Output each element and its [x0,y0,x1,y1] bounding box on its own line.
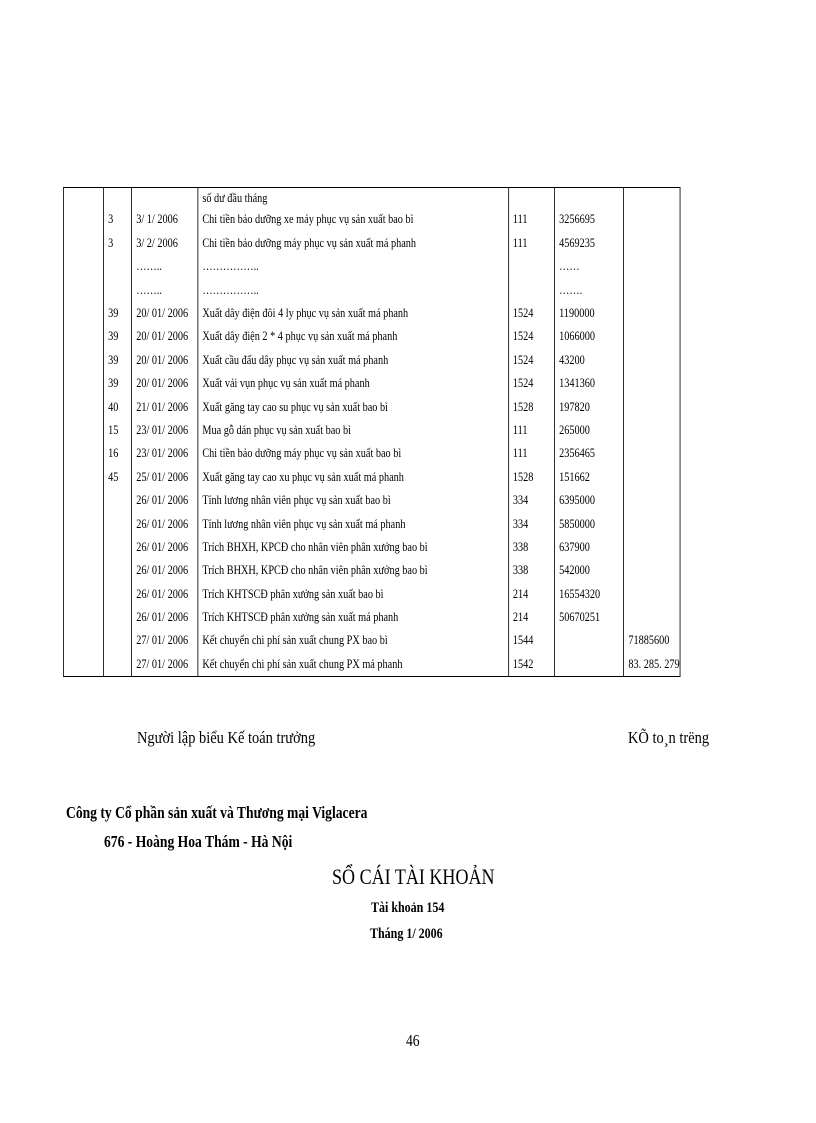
cell-description: số dư đầu tháng [198,188,508,209]
cell-date: …….. [132,278,198,301]
cell-account: 334 [508,489,554,512]
cell-description: Xuất dây điện 2 * 4 phục vụ sản xuất má phanh [198,325,508,348]
cell-voucher-no: 40 [104,395,132,418]
ledger-table [63,187,680,677]
cell-voucher-no [104,582,132,605]
cell-blank [63,372,103,395]
signature-preparer-chief-accountant: Người lập biểu Kế toán trưởng [137,728,316,747]
cell-credit [624,442,680,465]
cell-debit: 43200 [555,348,624,371]
cell-voucher-no [104,489,132,512]
cell-blank [63,629,103,652]
cell-voucher-no: 15 [104,419,132,442]
cell-blank [63,302,103,325]
cell-account: 1542 [508,652,554,676]
cell-voucher-no [104,512,132,535]
cell-credit [624,419,680,442]
cell-debit: 2356465 [555,442,624,465]
cell-date: 27/ 01/ 2006 [132,652,198,676]
cell-account: 334 [508,512,554,535]
cell-debit: 637900 [555,535,624,558]
cell-credit: 83. 285. 279 [624,652,680,676]
table-row [63,535,680,558]
cell-description: Xuất găng tay cao su phục vụ sản xuất bao bì [198,395,508,418]
cell-blank [63,489,103,512]
cell-blank [63,442,103,465]
cell-voucher-no: 39 [104,372,132,395]
cell-debit: 151662 [555,465,624,488]
page-number: 46 [406,1031,420,1050]
cell-voucher-no: 3 [104,208,132,231]
cell-blank [63,325,103,348]
cell-description: Xuất găng tay cao xu phục vụ sản xuất má phanh [198,465,508,488]
cell-debit: 265000 [555,419,624,442]
cell-credit [624,372,680,395]
cell-description: Xuất dây điện đôi 4 ly phục vụ sản xuất má phanh [198,302,508,325]
cell-blank [63,559,103,582]
cell-account: 111 [508,419,554,442]
cell-date: 26/ 01/ 2006 [132,582,198,605]
cell-debit: 1066000 [555,325,624,348]
cell-blank [63,465,103,488]
month-label: Tháng 1/ 2006 [370,926,443,942]
cell-voucher-no: 39 [104,302,132,325]
cell-description: Trích BHXH, KPCĐ cho nhân viên phân xưởng bao bì [198,559,508,582]
cell-voucher-no [104,652,132,676]
cell-voucher-no: 3 [104,231,132,254]
cell-debit: 16554320 [555,582,624,605]
cell-debit [555,652,624,676]
cell-date: 20/ 01/ 2006 [132,372,198,395]
cell-account [508,278,554,301]
cell-debit: 6395000 [555,489,624,512]
cell-description: Kết chuyển chi phí sản xuất chung PX má phanh [198,652,508,676]
cell-voucher-no: 45 [104,465,132,488]
cell-date: 20/ 01/ 2006 [132,302,198,325]
cell-date: …….. [132,255,198,278]
cell-blank [63,348,103,371]
cell-date: 26/ 01/ 2006 [132,559,198,582]
cell-debit: 4569235 [555,231,624,254]
cell-blank [63,512,103,535]
cell-voucher-no [104,559,132,582]
cell-description: Chi tiền bảo dưỡng máy phục vụ sản xuất bao bì [198,442,508,465]
cell-description: Mua gỗ dán phục vụ sản xuất bao bì [198,419,508,442]
cell-voucher-no: 39 [104,325,132,348]
cell-blank [63,188,103,209]
table-row [63,372,680,395]
cell-account: 214 [508,582,554,605]
table-row [63,188,680,209]
cell-account: 111 [508,231,554,254]
cell-date [132,188,198,209]
cell-account: 111 [508,442,554,465]
cell-blank [63,231,103,254]
cell-credit [624,606,680,629]
company-name: Công ty Cổ phần sản xuất và Thương mại Viglacera [66,803,368,822]
signature-chief-accountant: KÕ to¸n trëng [628,728,710,747]
company-address: 676 - Hoàng Hoa Thám - Hà Nội [104,832,293,851]
cell-credit [624,395,680,418]
table-row [63,559,680,582]
cell-description: Tính lương nhân viên phục vụ sản xuất má phanh [198,512,508,535]
cell-blank [63,652,103,676]
cell-credit [624,188,680,209]
cell-voucher-no [104,188,132,209]
cell-blank [63,535,103,558]
table-row [63,582,680,605]
cell-credit [624,535,680,558]
cell-debit: 50670251 [555,606,624,629]
cell-account: 338 [508,535,554,558]
cell-date: 26/ 01/ 2006 [132,489,198,512]
cell-credit [624,278,680,301]
document-title: SỔ CÁI TÀI KHOẢN [332,864,495,889]
cell-debit: 3256695 [555,208,624,231]
cell-credit [624,325,680,348]
cell-account: 1524 [508,372,554,395]
cell-date: 21/ 01/ 2006 [132,395,198,418]
cell-account: 1528 [508,395,554,418]
cell-date: 3/ 1/ 2006 [132,208,198,231]
table-row [63,278,680,301]
cell-voucher-no [104,278,132,301]
cell-voucher-no [104,255,132,278]
cell-credit [624,255,680,278]
cell-description: Xuất vải vụn phục vụ sản xuất má phanh [198,372,508,395]
cell-voucher-no [104,606,132,629]
cell-voucher-no: 16 [104,442,132,465]
table-row [63,606,680,629]
cell-debit: 5850000 [555,512,624,535]
cell-date: 3/ 2/ 2006 [132,231,198,254]
table-row [63,489,680,512]
cell-blank [63,395,103,418]
cell-debit: 1190000 [555,302,624,325]
table-row [63,652,680,676]
cell-description: Trích KHTSCĐ phân xưởng sản xuất má phanh [198,606,508,629]
cell-account [508,255,554,278]
table-row [63,302,680,325]
cell-blank [63,208,103,231]
cell-account: 338 [508,559,554,582]
cell-date: 23/ 01/ 2006 [132,419,198,442]
cell-credit [624,582,680,605]
cell-credit [624,302,680,325]
cell-account: 111 [508,208,554,231]
cell-account: 1544 [508,629,554,652]
cell-description: …………….. [198,278,508,301]
cell-blank [63,419,103,442]
cell-description: Trích KHTSCĐ phân xưởng sản xuất bao bì [198,582,508,605]
cell-credit [624,559,680,582]
cell-blank [63,582,103,605]
cell-debit [555,188,624,209]
cell-credit [624,512,680,535]
cell-description: Kết chuyển chi phí sản xuất chung PX bao bì [198,629,508,652]
cell-description: Xuất cầu đấu dây phục vụ sản xuất má phanh [198,348,508,371]
cell-debit: 542000 [555,559,624,582]
cell-description: Chi tiền bảo dưỡng máy phục vụ sản xuất má phanh [198,231,508,254]
table-row [63,208,680,231]
cell-date: 20/ 01/ 2006 [132,348,198,371]
table-row [63,465,680,488]
cell-credit: 71885600 [624,629,680,652]
table-row [63,325,680,348]
cell-credit [624,489,680,512]
cell-date: 20/ 01/ 2006 [132,325,198,348]
cell-description: …………….. [198,255,508,278]
cell-debit [555,629,624,652]
table-row [63,395,680,418]
cell-date: 26/ 01/ 2006 [132,606,198,629]
cell-date: 27/ 01/ 2006 [132,629,198,652]
cell-account: 1524 [508,302,554,325]
cell-description: Chi tiền bảo dưỡng xe máy phục vụ sản xuất bao bì [198,208,508,231]
cell-date: 23/ 01/ 2006 [132,442,198,465]
cell-account: 1524 [508,325,554,348]
cell-blank [63,606,103,629]
cell-credit [624,231,680,254]
cell-blank [63,278,103,301]
table-row [63,348,680,371]
cell-date: 25/ 01/ 2006 [132,465,198,488]
cell-debit: …… [555,255,624,278]
table-row [63,442,680,465]
table-row [63,629,680,652]
cell-account: 214 [508,606,554,629]
cell-account: 1528 [508,465,554,488]
cell-debit: ……. [555,278,624,301]
cell-credit [624,348,680,371]
cell-voucher-no [104,535,132,558]
cell-debit: 197820 [555,395,624,418]
table-row [63,255,680,278]
ledger-body [63,188,680,677]
cell-description: Trích BHXH, KPCĐ cho nhân viên phân xưởng bao bì [198,535,508,558]
table-row [63,231,680,254]
cell-account: 1524 [508,348,554,371]
cell-date: 26/ 01/ 2006 [132,512,198,535]
cell-date: 26/ 01/ 2006 [132,535,198,558]
cell-voucher-no [104,629,132,652]
cell-blank [63,255,103,278]
cell-description: Tính lương nhân viên phục vụ sản xuất bao bì [198,489,508,512]
account-label: Tài khoản 154 [371,900,445,916]
cell-credit [624,208,680,231]
cell-account [508,188,554,209]
cell-debit: 1341360 [555,372,624,395]
table-row [63,512,680,535]
cell-credit [624,465,680,488]
cell-voucher-no: 39 [104,348,132,371]
table-row [63,419,680,442]
